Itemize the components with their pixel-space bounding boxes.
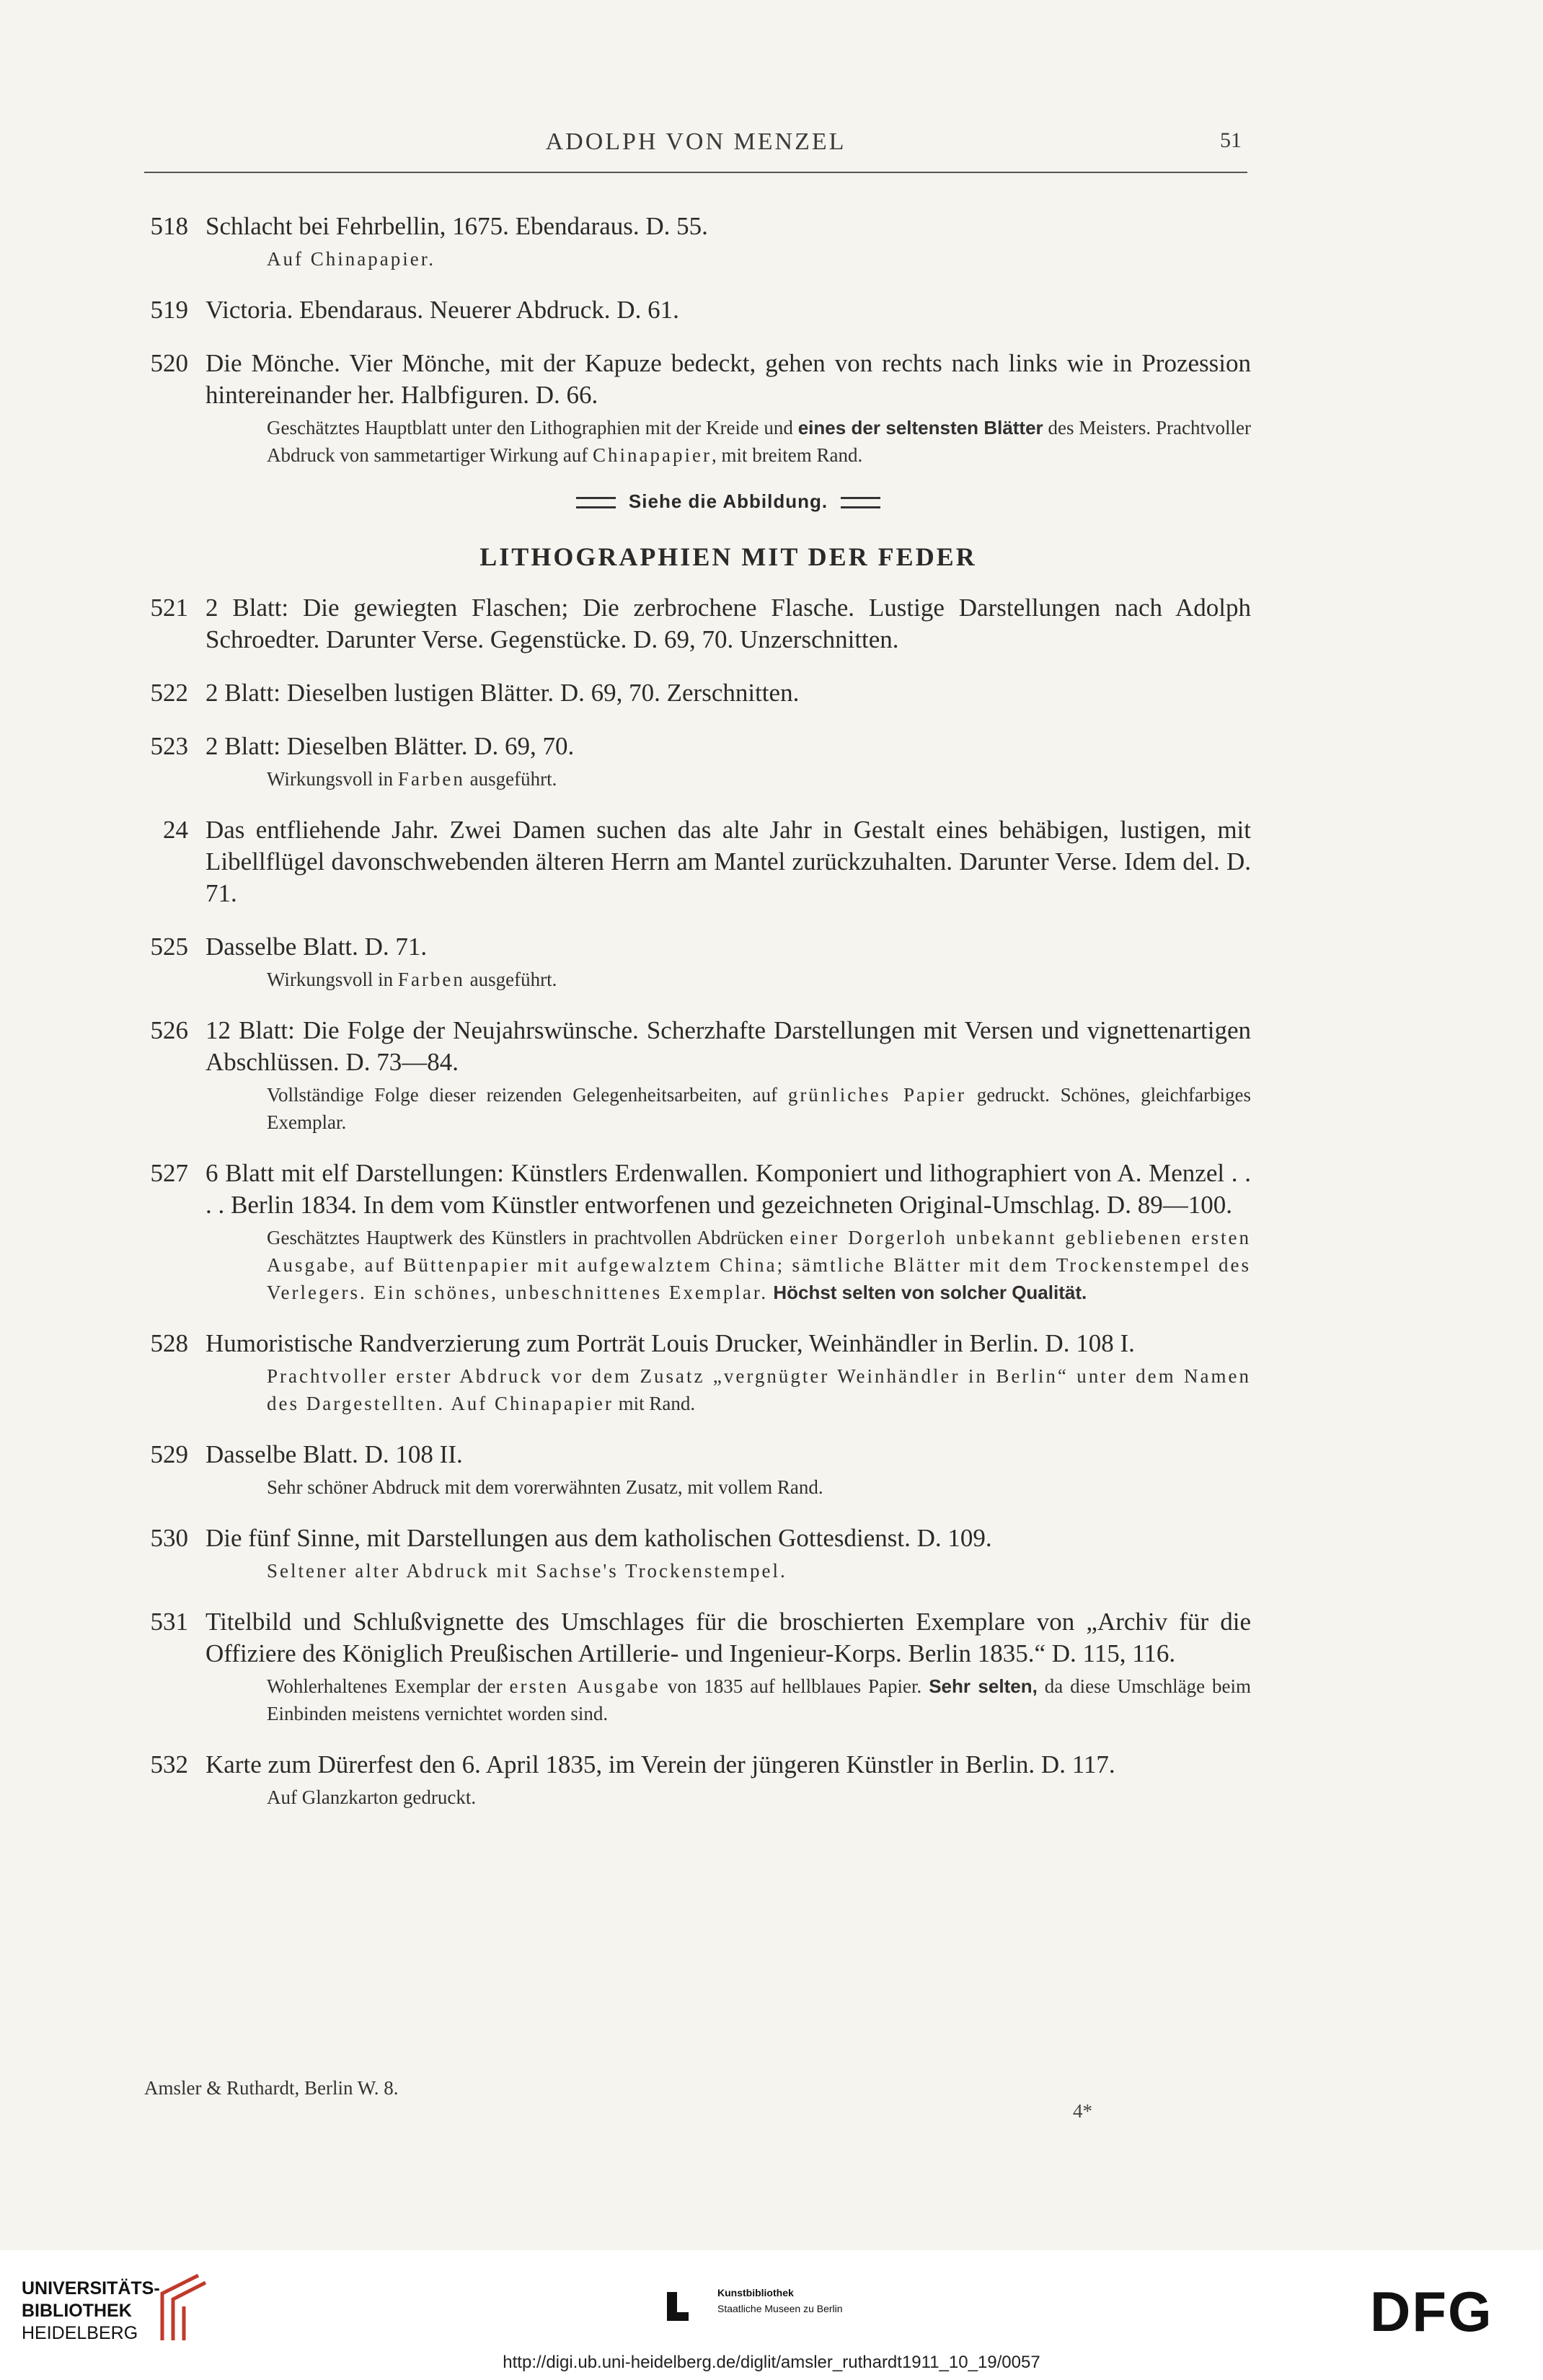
entry-number: 520 (150, 349, 188, 377)
note-segment: ausgeführt. (464, 768, 557, 790)
ub-line-1: UNIVERSITÄTS- (22, 2278, 160, 2299)
catalogue-entry (141, 1015, 1251, 1136)
section-heading: LITHOGRAPHIEN MIT DER FEDER (479, 542, 977, 571)
entry-title: 6 Blatt mit elf Darstellungen: Künstlers Erdenwallen. Komponiert und lithographiert von A. Menzel . . . . Berlin 1834. In dem vom Künstler entworfenen und gezeichneten Original-Umschlag. D. 89—100. (205, 1159, 1251, 1219)
catalogue-entry (141, 1328, 1251, 1417)
note-segment: einer Dorgerloh unbekannt gebliebenen ersten Ausgabe, auf Büttenpapier mit aufgewalztem China; sämtliche Blätter mit dem Trockenstempel des Verlegers. Ein schönes, unbeschnittenes Exemplar. (267, 1227, 1251, 1303)
catalogue-entry (141, 731, 1251, 793)
see-image-note (205, 490, 1251, 513)
entries-section-kreide (141, 211, 1251, 469)
ub-line-2: BIBLIOTHEK (22, 2301, 132, 2321)
entry-number: 522 (150, 679, 188, 707)
entry-note (205, 245, 1251, 273)
entry-number: 532 (150, 1750, 188, 1779)
double-rule-left (576, 497, 616, 508)
kb-line-1: Kunstbibliothek (717, 2287, 794, 2299)
note-segment: Wohlerhaltenes Exemplar der (267, 1675, 510, 1697)
note-segment: Wirkungsvoll in (267, 768, 398, 790)
note-segment: Geschätztes Hauptwerk des Künstlers in prachtvollen Abdrücken (267, 1227, 790, 1248)
note-segment: grünliches Papier (787, 1084, 966, 1106)
entry-title: 2 Blatt: Dieselben Blätter. D. 69, 70. (205, 732, 575, 760)
note-segment: Sehr selten, (929, 1675, 1038, 1697)
note-segment: Höchst selten von solcher Qualität. (768, 1282, 1087, 1303)
note-segment: Seltener alter Abdruck mit Sachse's Trockenstempel. (267, 1560, 787, 1582)
entry-title: Karte zum Dürerfest den 6. April 1835, im Verein der jüngeren Künstler in Berlin. D. 117. (205, 1750, 1115, 1779)
note-segment: , mit breitem Rand. (712, 444, 863, 466)
note-segment: Auf Glanzkarton gedruckt. (267, 1786, 477, 1808)
note-segment: mit Rand. (613, 1393, 696, 1414)
running-header (144, 128, 1247, 164)
entry-note (205, 1473, 1251, 1501)
page-number: 51 (1220, 128, 1242, 152)
entry-note (205, 1224, 1251, 1306)
note-segment: Farben (397, 969, 465, 990)
note-segment: gedruckt. Schönes, gleichfarbiges Exemplar. (267, 1084, 1252, 1133)
catalogue-entry (141, 931, 1251, 993)
entry-title: Dasselbe Blatt. D. 71. (205, 933, 428, 961)
note-segment: da diese Umschläge beim Einbinden meistens vernichtet worden sind. (267, 1675, 1251, 1724)
note-segment: Auf Chinapapier. (267, 248, 436, 270)
note-segment: Sehr schöner Abdruck mit dem vorerwähnten Zusatz, mit vollem Rand. (267, 1476, 823, 1498)
entry-number: 526 (150, 1016, 188, 1044)
catalogue-content (141, 211, 1251, 1833)
kunstbibliothek-logo-icon (653, 2285, 703, 2328)
note-segment: ausgeführt. (464, 969, 557, 990)
catalogue-entry (141, 1158, 1251, 1306)
entry-title: Dasselbe Blatt. D. 108 II. (205, 1440, 463, 1468)
entry-note (205, 1081, 1251, 1136)
entry-number: 523 (150, 732, 188, 760)
entry-number: 518 (150, 212, 188, 240)
note-segment: ersten Ausgabe (509, 1675, 660, 1697)
note-segment: von 1835 auf hellblaues Papier. (660, 1675, 929, 1697)
entry-title: 2 Blatt: Dieselben lustigen Blätter. D. 69, 70. Zerschnitten. (205, 679, 800, 707)
entry-note (205, 1784, 1251, 1811)
catalogue-entry (141, 1439, 1251, 1501)
entries-section-feder (141, 592, 1251, 1811)
entry-title: Humoristische Randverzierung zum Porträt Louis Drucker, Weinhändler in Berlin. D. 108 I. (205, 1329, 1135, 1357)
note-segment: Vollständige Folge dieser reizenden Gelegenheitsarbeiten, auf (267, 1084, 788, 1106)
entry-note (205, 966, 1251, 993)
entry-title: Die Mönche. Vier Mönche, mit der Kapuze bedeckt, gehen von rechts nach links wie in Prozession hintereinander her. Halbfiguren. D. 66. (205, 349, 1251, 409)
entry-number: 525 (150, 933, 188, 961)
see-image-text: Siehe die Abbildung. (628, 490, 828, 512)
entry-title: Victoria. Ebendaraus. Neuerer Abdruck. D. 61. (205, 296, 679, 324)
header-title: ADOLPH VON MENZEL (545, 128, 846, 155)
kunstbibliothek-text (717, 2285, 843, 2317)
ub-mark-icon (155, 2272, 213, 2344)
entry-note (205, 414, 1251, 469)
entry-number: 529 (150, 1440, 188, 1468)
catalogue-entry (141, 294, 1251, 326)
entry-note (205, 1362, 1251, 1417)
note-segment: eines der seltensten Blätter (797, 417, 1043, 438)
entry-number: 531 (150, 1608, 188, 1636)
entry-note (205, 765, 1251, 793)
note-segment: des Meisters. Prachtvoller Abdruck von sammetartiger Wirkung auf (267, 417, 1251, 466)
entry-note (205, 1672, 1251, 1727)
header-rule (144, 172, 1247, 173)
ub-heidelberg-logo[interactable] (22, 2278, 160, 2345)
note-segment: Chinapapier (593, 444, 712, 466)
catalogue-entry (141, 1606, 1251, 1727)
entry-title: 12 Blatt: Die Folge der Neujahrswünsche. Scherzhafte Darstellungen mit Versen und vignettenartigen Abschlüssen. D. 73—84. (205, 1016, 1251, 1076)
dfg-logo[interactable]: DFG (1370, 2280, 1493, 2343)
note-segment: Farben (397, 768, 465, 790)
entry-number: 24 (163, 816, 188, 844)
note-segment: Geschätztes Hauptblatt unter den Lithographien mit der Kreide und (267, 417, 798, 438)
kb-line-2: Staatliche Museen zu Berlin (717, 2303, 843, 2314)
entry-title: 2 Blatt: Die gewiegten Flaschen; Die zerbrochene Flasche. Lustige Darstellungen nach Adolph Schroedter. Darunter Verse. Gegenstücke. D. 69, 70. Unzerschnitten. (205, 594, 1251, 653)
catalogue-entry (141, 592, 1251, 656)
entry-number: 527 (150, 1159, 188, 1187)
catalogue-entry (141, 1749, 1251, 1811)
entry-title: Titelbild und Schlußvignette des Umschlages für die broschierten Exemplare von „Archiv für die Offiziere des Königlich Preußischen Artillerie- und Ingenieur-Korps. Berlin 1835.“ D. 115, 116. (205, 1608, 1251, 1667)
entry-number: 528 (150, 1329, 188, 1357)
catalogue-entry (141, 814, 1251, 909)
double-rule-right (841, 497, 880, 508)
catalogue-entry (141, 677, 1251, 709)
catalogue-entry (141, 211, 1251, 273)
catalogue-entry (141, 348, 1251, 469)
entry-title: Das entfliehende Jahr. Zwei Damen suchen das alte Jahr in Gestalt eines behäbigen, lustigen, mit Libellflügel davonschwebenden älteren Herrn am Mantel zurückzuhalten. Darunter Verse. Idem del. D. 71. (205, 816, 1251, 907)
entry-number: 521 (150, 594, 188, 622)
entry-title: Schlacht bei Fehrbellin, 1675. Ebendaraus. D. 55. (205, 212, 708, 240)
printer-imprint: Amsler & Ruthardt, Berlin W. 8. (144, 2077, 399, 2099)
ub-line-3: HEIDELBERG (22, 2323, 138, 2343)
note-segment: Wirkungsvoll in (267, 969, 398, 990)
entry-number: 519 (150, 296, 188, 324)
catalogue-entry (141, 1522, 1251, 1585)
permalink-url[interactable]: http://digi.ub.uni-heidelberg.de/diglit/amsler_ruthardt1911_10_19/0057 (503, 2353, 1040, 2372)
entry-number: 530 (150, 1524, 188, 1552)
signature-mark: 4* (1073, 2100, 1092, 2122)
entry-title: Die fünf Sinne, mit Darstellungen aus dem katholischen Gottesdienst. D. 109. (205, 1524, 992, 1552)
note-segment: Prachtvoller erster Abdruck vor dem Zusatz „vergnügter Weinhändler in Berlin“ unter dem Namen des Dargestellten. Auf Chinapapier (267, 1365, 1251, 1414)
entry-note (205, 1557, 1251, 1585)
